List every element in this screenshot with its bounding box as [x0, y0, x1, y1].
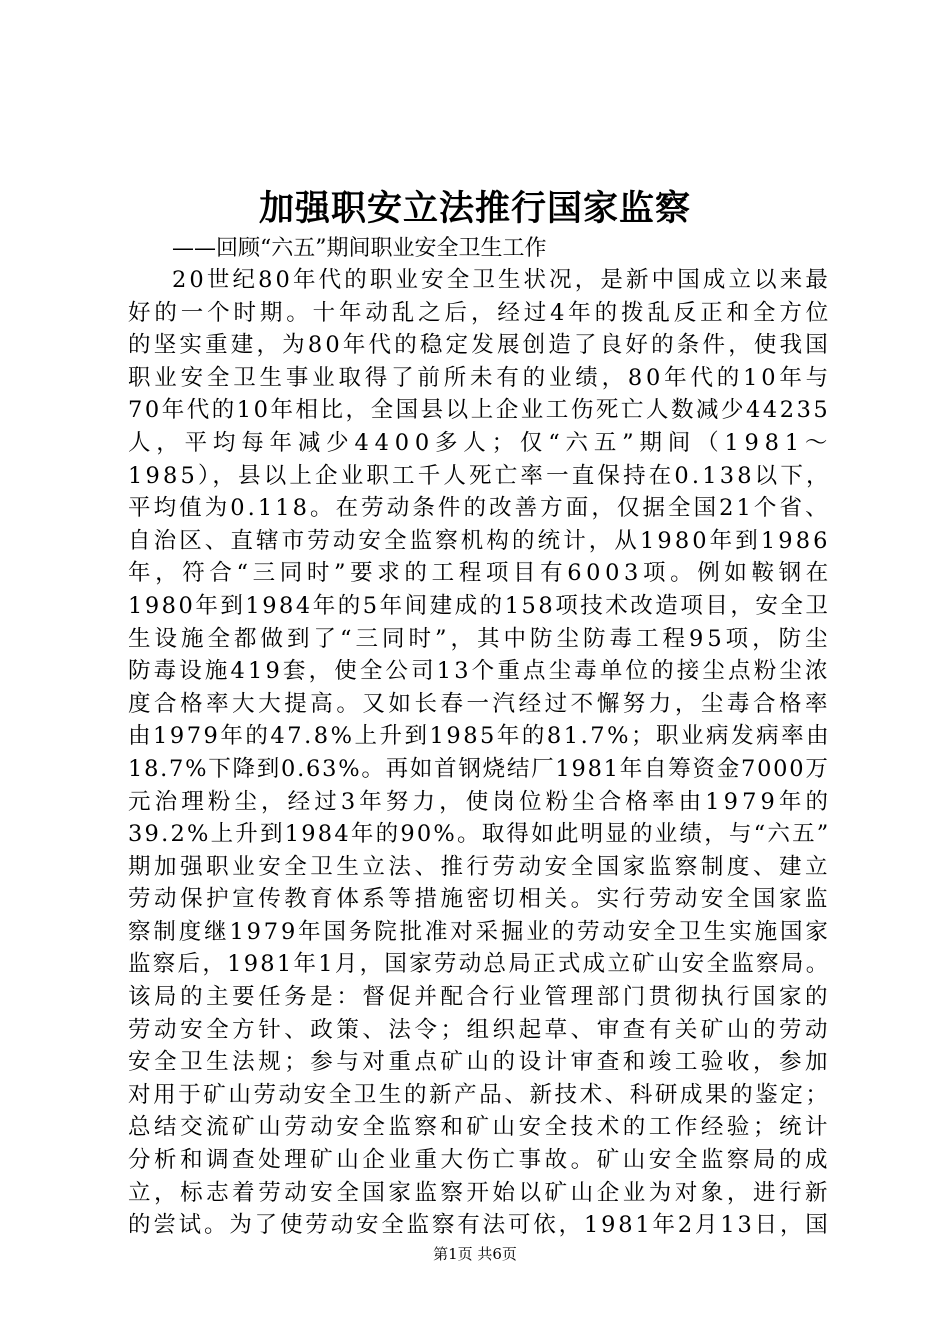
- body-line: 70年代的10年相比，全国县以上企业工伤死亡人数减少44235: [128, 397, 831, 424]
- body-line: 劳动安全方针、政策、法令；组织起草、审查有关矿山的劳动: [128, 1016, 832, 1043]
- body-line: 平均值为0.118。在劳动条件的改善方面，仅据全国21个省、: [128, 495, 831, 522]
- body-line: 度合格率大大提高。又如长春一汽经过不懈努力，尘毒合格率: [128, 690, 832, 717]
- body-line: 1980年到1984年的5年间建成的158项技术改造项目，安全卫: [128, 592, 831, 619]
- body-line: 1985），县以上企业职工千人死亡率一直保持在0.138以下，: [128, 462, 832, 489]
- body-line: 由1979年的47.8%上升到1985年的81.7%；职业病发病率由: [128, 723, 832, 750]
- body-line: 的尝试。为了使劳动安全监察有法可依，1981年2月13日，国: [128, 1212, 831, 1239]
- document-title: 加强职安立法推行国家监察: [258, 188, 691, 229]
- body-line: 自治区、直辖市劳动安全监察机构的统计，从1980年到1986: [128, 527, 831, 554]
- page-footer: 第1页 共6页: [433, 1245, 517, 1263]
- body-line: 对用于矿山劳动安全卫生的新产品、新技术、科研成果的鉴定；: [128, 1081, 831, 1108]
- body-line: 立，标志着劳动安全国家监察开始以矿山企业为对象，进行新: [128, 1179, 832, 1206]
- body-line: 期加强职业安全卫生立法、推行劳动安全国家监察制度、建立: [128, 853, 832, 880]
- body-line: 监察后，1981年1月，国家劳动总局正式成立矿山安全监察局。: [128, 951, 831, 978]
- document-subtitle: ——回顾“六五”期间职业安全卫生工作: [172, 236, 547, 261]
- body-line: 防毒设施419套，使全公司13个重点尘毒单位的接尘点粉尘浓: [128, 658, 831, 685]
- body-line: 该局的主要任务是：督促并配合行业管理部门贯彻执行国家的: [128, 984, 832, 1011]
- body-line: 好的一个时期。十年动乱之后，经过4年的拨乱反正和全方位: [128, 299, 833, 326]
- body-line: 年，符合“三同时”要求的工程项目有6003项。例如鞍钢在: [128, 560, 833, 587]
- body-line: 察制度继1979年国务院批准对采掘业的劳动安全卫生实施国家: [128, 918, 831, 945]
- body-line: 职业安全卫生事业取得了前所未有的业绩，80年代的10年与: [128, 364, 832, 391]
- body-line: 元治理粉尘，经过3年努力，使岗位粉尘合格率由1979年的: [128, 788, 833, 815]
- body-line: 劳动保护宣传教育体系等措施密切相关。实行劳动安全国家监: [128, 886, 832, 913]
- body-line: 的坚实重建，为80年代的稳定发展创造了良好的条件，使我国: [128, 332, 831, 359]
- body-paragraph: [128, 264, 834, 1242]
- body-line: 39.2%上升到1984年的90%。取得如此明显的业绩，与“六五”: [128, 821, 831, 848]
- body-line: 人，平均每年减少4400多人；仅“六五”期间（1981～: [128, 429, 834, 456]
- body-line: 20世纪80年代的职业安全卫生状况，是新中国成立以来最: [172, 267, 832, 293]
- body-line: 分析和调查处理矿山企业重大伤亡事故。矿山安全监察局的成: [128, 1147, 832, 1174]
- body-line: 安全卫生法规；参与对重点矿山的设计审查和竣工验收，参加: [128, 1049, 832, 1076]
- body-line: 生设施全都做到了“三同时”，其中防尘防毒工程95项，防尘: [128, 625, 832, 652]
- body-line: 18.7%下降到0.63%。再如首钢烧结厂1981年自筹资金7000万: [128, 755, 830, 782]
- body-line: 总结交流矿山劳动安全监察和矿山安全技术的工作经验；统计: [128, 1114, 832, 1141]
